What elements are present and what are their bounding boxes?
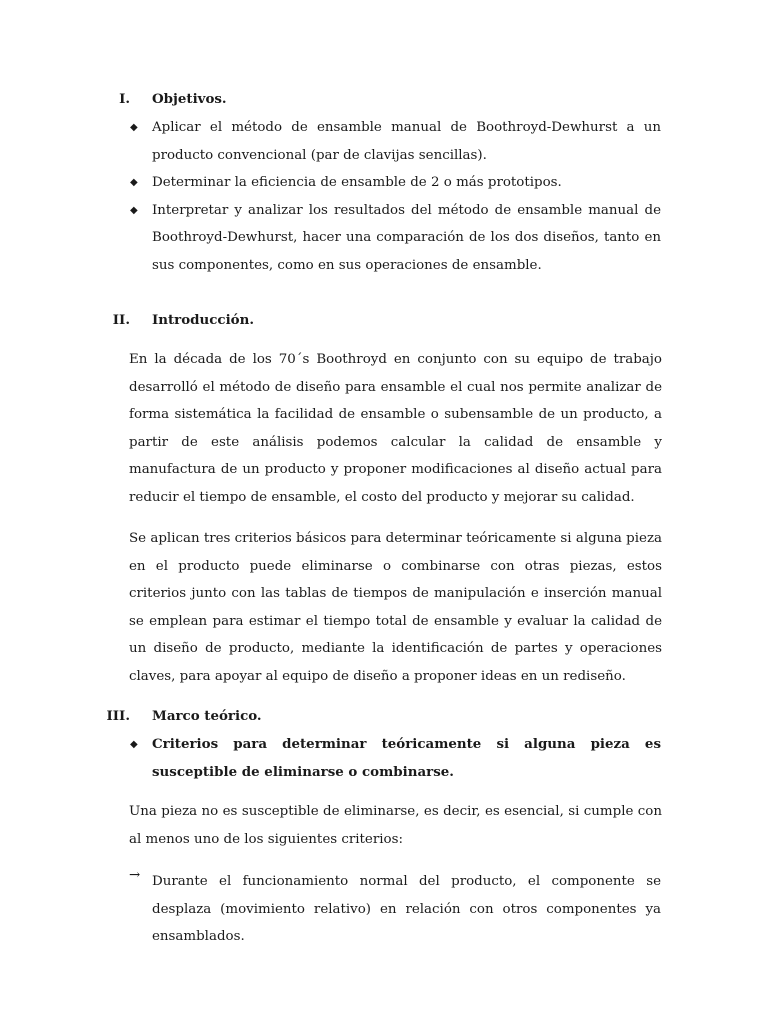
diamond-bullet-icon: ◆ (130, 739, 138, 750)
list-item (0, 114, 661, 169)
intro-paragraph-1: En la década de los 70´s Boothroyd en conjunto con su equipo de trabajo desarrolló el método de diseño para ensamble el cual nos permite analizar de forma sistemática la facilidad de ensamble o subensamble de un producto, a partir de este análisis podemos calcular la calidad de ensamble y manufactura de un producto y proponer modificaciones al diseño actual para reducir el tiempo de ensamble, el costo del producto y mejorar su calidad. (129, 352, 662, 505)
section-title: Marco teórico. (152, 708, 262, 724)
section-number: II. (112, 312, 130, 328)
list-item (0, 197, 661, 280)
list-item (0, 731, 661, 786)
section-title: Objetivos. (152, 91, 227, 107)
list-item-text: Criterios para determinar teóricamente si alguna pieza es susceptible de eliminarse o combinarse. (152, 736, 661, 780)
criteria-item-text: Durante el funcionamiento normal del producto, el componente se desplaza (movimiento relativo) en relación con otros componentes ya ensamblados. (152, 874, 661, 944)
diamond-bullet-icon: ◆ (130, 122, 138, 133)
list-item-text: Determinar la eficiencia de ensamble de 2 o más prototipos. (152, 175, 562, 190)
marco-list (0, 731, 768, 786)
marco-paragraph: Una pieza no es susceptible de eliminarse, es decir, es esencial, si cumple con al menos uno de los siguientes criterios: (129, 804, 662, 847)
intro-paragraph-2: Se aplican tres criterios básicos para determinar teóricamente si alguna pieza en el producto puede eliminarse o combinarse con otras piezas, estos criterios junto con las tablas de tiempos de manipulación e inserción manual se emplean para estimar el tiempo total de ensamble y evaluar la calidad de un diseño de producto, mediante la identificación de partes y operaciones claves, para apoyar al equipo de diseño a proponer ideas en un rediseño. (129, 531, 662, 684)
diamond-bullet-icon: ◆ (130, 177, 138, 188)
section-number: III. (106, 708, 130, 724)
section-heading-introduccion (0, 312, 768, 332)
right-arrow-icon: → (129, 868, 141, 883)
section-heading-marco-teorico (0, 708, 768, 728)
section-number: I. (119, 91, 130, 107)
section-heading-objetivos (0, 91, 768, 111)
objectives-list (0, 114, 768, 279)
list-item (0, 169, 661, 197)
diamond-bullet-icon: ◆ (130, 204, 138, 216)
list-item-text: Aplicar el método de ensamble manual de Boothroyd-Dewhurst a un producto convencional (par de clavijas sencillas). (152, 120, 661, 163)
section-title: Introducción. (152, 312, 254, 328)
list-item-text: Interpretar y analizar los resultados del método de ensamble manual de Boothroyd-Dewhurst, hacer una comparación de los dos diseños, tanto en sus componentes, como en sus operaciones de ensamble. (152, 202, 661, 273)
